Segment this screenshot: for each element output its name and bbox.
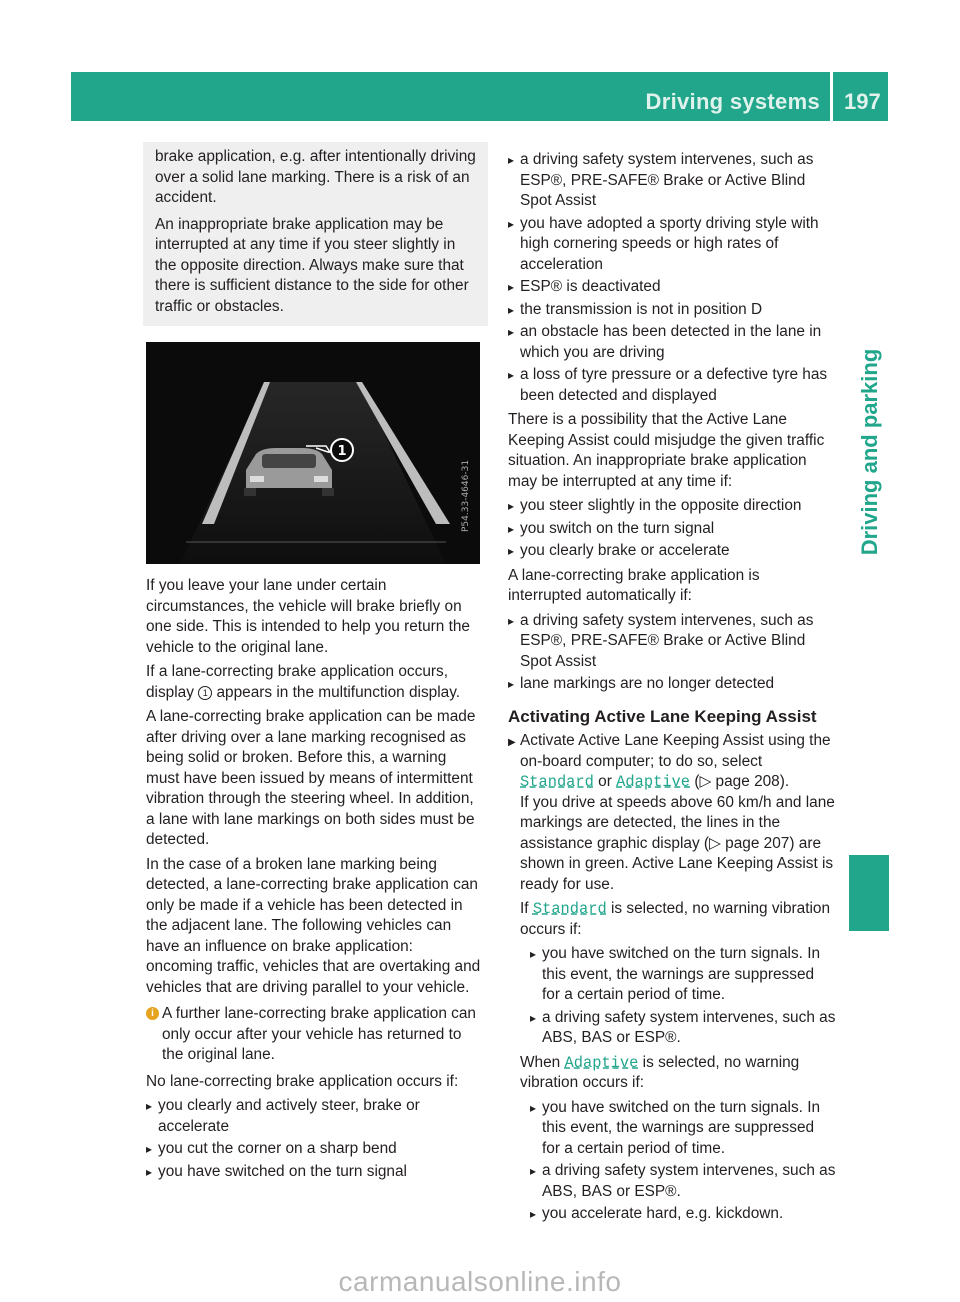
- list-item: ▸ you switch on the turn signal: [508, 519, 836, 540]
- list-item: ▸ you clearly and actively steer, brake or accelerate: [146, 1096, 482, 1137]
- list-item: ▸ a driving safety system intervenes, such as ABS, BAS or ESP®.: [530, 1008, 836, 1049]
- paragraph: When Adaptive is selected, no warning vibration occurs if:: [520, 1053, 800, 1091]
- list-item: ▸ lane markings are no longer detected: [508, 674, 836, 695]
- mode-standard-ref: Standard: [532, 900, 607, 918]
- warning-box: [143, 142, 488, 326]
- paragraph: In the case of a broken lane marking being detected, a lane-correcting brake application can only be made if a vehicle has been detected in the adjacent lane. The following vehicles can have an influence on brake application: oncoming traffic, vehicles that are overtaking and vehicles that are driving parallel to your vehicle.: [146, 855, 481, 996]
- road-car-graphic: [146, 342, 480, 564]
- bullet-list: [508, 150, 836, 406]
- page-ref-link[interactable]: (▷ page 208).: [694, 773, 790, 790]
- mode-adaptive-link[interactable]: Adaptive: [616, 773, 691, 791]
- bullet-list: [520, 1098, 836, 1225]
- side-tab-label: Driving and parking: [857, 348, 882, 556]
- bullet-list: [146, 1096, 482, 1182]
- paragraph: If you drive at speeds above 60 km/h and lane markings are detected, the lines in the assistance graphic display (▷ page 207) are shown in green. Active Lane Keeping Assist is ready for use.: [520, 793, 835, 893]
- list-item: ▸ you have switched on the turn signal: [146, 1162, 482, 1183]
- paragraph: There is a possibility that the Active Lane Keeping Assist could misjudge the given traffic situation. An inappropriate brake application may be interrupted at any time if:: [508, 411, 825, 490]
- info-icon: i: [146, 1007, 159, 1020]
- list-item: ▸ you have switched on the turn signals. In this event, the warnings are suppressed for a certain period of time.: [530, 944, 836, 1006]
- page-number: 197: [844, 89, 881, 114]
- callout-1-label: 1: [337, 444, 347, 459]
- list-item: ▸ an obstacle has been detected in the lane in which you are driving: [508, 322, 836, 363]
- callout-1-icon: 1: [198, 686, 212, 700]
- warning-text: An inappropriate brake application may be interrupted at any time if you steer slightly in the opposite direction. Always make sure that there is sufficient distance to the side for other traffic or obstacles.: [155, 215, 469, 315]
- list-item: ▸ ESP® is deactivated: [508, 277, 836, 298]
- warning-text: brake application, e.g. after intentionally driving over a solid lane marking. There is a risk of an accident.: [155, 148, 476, 206]
- watermark: carmanualsonline.info: [338, 1266, 622, 1297]
- header-divider: [830, 72, 833, 121]
- list-item: ▸ you have adopted a sporty driving style with high cornering speeds or high rates of acceleration: [508, 214, 836, 276]
- list-item: ▸ you cut the corner on a sharp bend: [146, 1139, 482, 1160]
- figure-code: P54.33-4646-31: [461, 459, 471, 532]
- bullet-list: [520, 944, 836, 1049]
- mode-adaptive-ref: Adaptive: [564, 1053, 639, 1072]
- running-header-title: Driving systems: [645, 89, 820, 114]
- paragraph: A lane-correcting brake application is interrupted automatically if:: [508, 566, 760, 604]
- list-item: ▸ you accelerate hard, e.g. kickdown.: [530, 1204, 836, 1225]
- list-item: ▸ you clearly brake or accelerate: [508, 541, 836, 562]
- paragraph: A lane-correcting brake application can be made after driving over a lane marking recognised as being solid or broken. Before this, a warning must have been issued by means of intermittent vibration through the steering wheel. In addition, a lane with lane markings on both sides must be detected.: [146, 708, 476, 848]
- info-note: i A further lane-correcting brake application can only occur after your vehicle has returned to the original lane.: [146, 1004, 482, 1066]
- step-details: [508, 793, 836, 1225]
- instruction-step: ▶ Activate Active Lane Keeping Assist using the on-board computer; to do so, select Standard or Adaptive (▷ page 208).: [508, 731, 836, 793]
- side-tab-block: [849, 855, 889, 931]
- bullet-list: [508, 496, 836, 562]
- lane-assist-illustration: [146, 342, 480, 564]
- right-column: [508, 150, 836, 1229]
- list-item: ▸ the transmission is not in position D: [508, 300, 836, 321]
- paragraph: If Standard is selected, no warning vibration occurs if:: [520, 900, 831, 938]
- paragraph: If you leave your lane under certain circumstances, the vehicle will brake briefly on one side. This is intended to help you return the vehicle to the original lane.: [146, 577, 470, 656]
- bullet-list: [508, 611, 836, 695]
- paragraph: No lane-correcting brake application occurs if:: [146, 1072, 459, 1090]
- list-item: ▸ a driving safety system intervenes, such as ESP®, PRE-SAFE® Brake or Active Blind Spot Assist: [508, 150, 836, 212]
- list-item: ▸ a loss of tyre pressure or a defective tyre has been detected and displayed: [508, 365, 836, 406]
- left-column: [146, 150, 482, 1186]
- list-item: ▸ a driving safety system intervenes, such as ESP®, PRE-SAFE® Brake or Active Blind Spot Assist: [508, 611, 836, 673]
- paragraph: If a lane-correcting brake application occurs, display 1 appears in the multifunction display.: [146, 663, 461, 701]
- section-heading: Activating Active Lane Keeping Assist: [508, 706, 817, 726]
- list-item: ▸ you have switched on the turn signals. In this event, the warnings are suppressed for a certain period of time.: [530, 1098, 836, 1160]
- list-item: ▸ a driving safety system intervenes, such as ABS, BAS or ESP®.: [530, 1161, 836, 1202]
- mode-standard-link[interactable]: Standard: [520, 773, 594, 791]
- list-item: ▸ you steer slightly in the opposite direction: [508, 496, 836, 517]
